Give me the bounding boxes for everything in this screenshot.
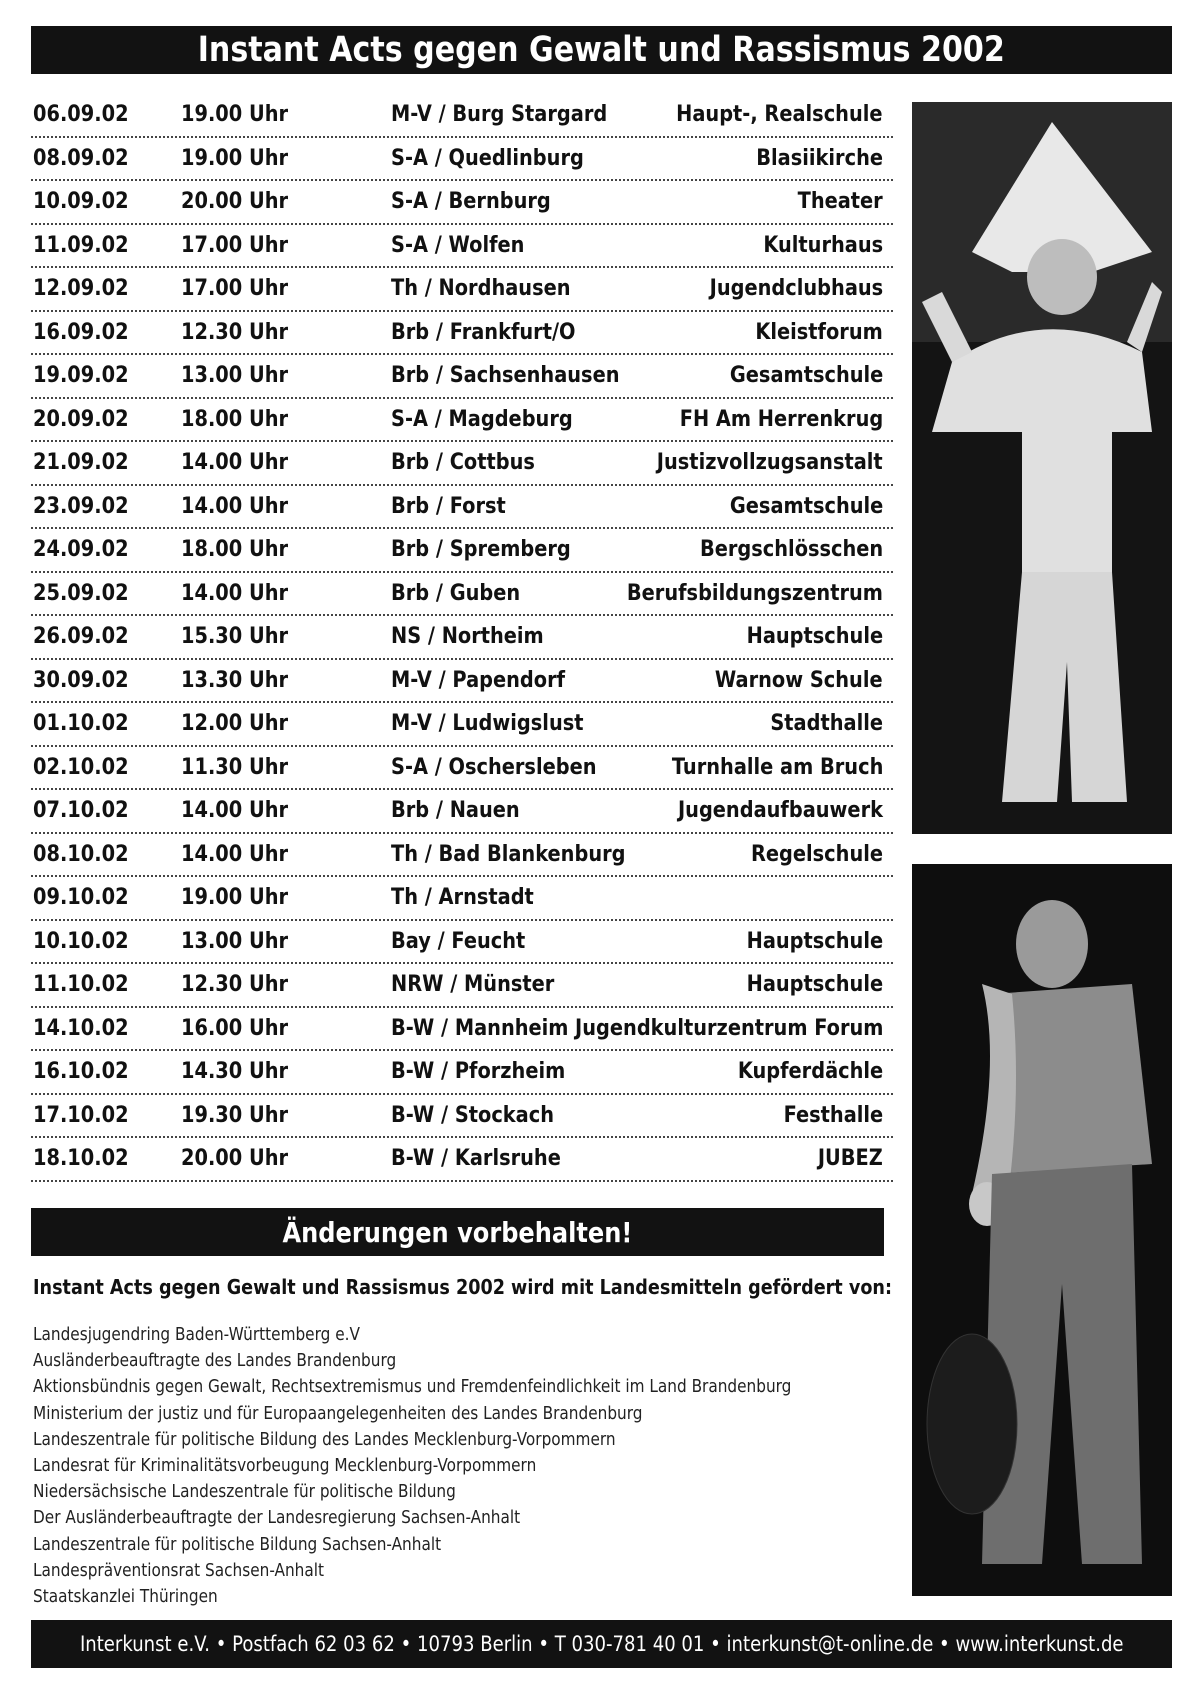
place-cell-text: S-A / Wolfen xyxy=(391,232,525,258)
funder-item xyxy=(33,1453,893,1479)
place-cell-text: S-A / Magdeburg xyxy=(391,406,573,432)
date-cell xyxy=(33,798,142,823)
place-cell xyxy=(391,1103,576,1128)
funder-name: Landeszentrale für politische Bildung des Landes Mecklenburg-Vorpommern xyxy=(33,1428,616,1450)
date-cell xyxy=(33,1059,142,1084)
date-cell-text: 01.10.02 xyxy=(33,711,129,737)
schedule-row xyxy=(31,747,893,791)
time-cell xyxy=(181,755,303,780)
time-cell-text: 12.30 Uhr xyxy=(181,319,289,345)
funder-name: Ausländerbeauftragte des Landes Brandenburg xyxy=(33,1350,397,1372)
date-cell xyxy=(33,407,142,432)
time-cell-text: 13.30 Uhr xyxy=(181,667,289,693)
schedule-row xyxy=(31,312,893,356)
time-cell-text: 14.30 Uhr xyxy=(181,1059,289,1085)
saxophonist-photo xyxy=(912,864,1172,1596)
funder-item xyxy=(33,1558,893,1584)
funder-name: Landespräventionsrat Sachsen-Anhalt xyxy=(33,1559,324,1581)
place-cell xyxy=(391,1146,584,1171)
time-cell-text: 20.00 Uhr xyxy=(181,189,289,215)
time-cell-text: 14.00 Uhr xyxy=(181,493,289,519)
funder-name: Niedersächsische Landeszentrale für politische Bildung xyxy=(33,1481,456,1503)
venue-cell-text: Jugendaufbauwerk xyxy=(677,798,883,824)
date-cell xyxy=(33,711,142,736)
place-cell-text: B-W / Pforzheim xyxy=(391,1059,566,1085)
date-cell xyxy=(33,972,142,997)
time-cell-text: 14.00 Uhr xyxy=(181,841,289,867)
time-cell xyxy=(181,1146,303,1171)
time-cell-text: 14.00 Uhr xyxy=(181,450,289,476)
time-cell-text: 12.30 Uhr xyxy=(181,972,289,998)
date-cell xyxy=(33,668,142,693)
funder-item xyxy=(33,1401,893,1427)
venue-cell xyxy=(643,755,883,780)
venue-cell-text: Hauptschule xyxy=(746,928,883,954)
schedule-row xyxy=(31,442,893,486)
place-cell xyxy=(391,972,577,997)
funder-item xyxy=(33,1505,893,1531)
date-cell-text: 21.09.02 xyxy=(33,450,129,476)
venue-cell xyxy=(626,450,883,475)
place-cell xyxy=(391,755,625,780)
funders-list xyxy=(33,1322,893,1610)
place-cell xyxy=(391,929,544,954)
venue-cell-text: Turnhalle am Bruch xyxy=(671,754,883,780)
place-cell xyxy=(391,581,538,606)
saxophonist-illustration xyxy=(912,864,1172,1596)
funder-item xyxy=(33,1322,893,1348)
time-cell xyxy=(181,885,303,910)
venue-cell-text: Hauptschule xyxy=(746,624,883,650)
place-cell-text: B-W / Mannheim xyxy=(391,1015,569,1041)
funder-name: Landesjugendring Baden-Württemberg e.V xyxy=(33,1324,360,1345)
time-cell-text: 11.30 Uhr xyxy=(181,754,289,780)
time-cell-text: 14.00 Uhr xyxy=(181,798,289,824)
time-cell xyxy=(181,1016,303,1041)
time-cell-text: 19.00 Uhr xyxy=(181,145,289,171)
notice-text: Änderungen vorbehalten! xyxy=(282,1215,633,1249)
date-cell-text: 20.09.02 xyxy=(33,406,129,432)
date-cell xyxy=(33,146,142,171)
date-cell-text: 07.10.02 xyxy=(33,798,129,824)
place-cell-text: Brb / Cottbus xyxy=(391,450,535,476)
schedule-row xyxy=(31,964,893,1008)
venue-cell xyxy=(809,1146,883,1171)
funder-item xyxy=(33,1348,893,1374)
venue-cell-text: Kupferdächle xyxy=(737,1059,883,1085)
date-cell-text: 11.10.02 xyxy=(33,972,129,998)
date-cell-text: 08.09.02 xyxy=(33,145,129,171)
place-cell xyxy=(391,320,601,345)
venue-cell xyxy=(592,581,883,606)
date-cell xyxy=(33,450,142,475)
date-cell xyxy=(33,102,142,127)
page-title-bar xyxy=(31,26,1172,74)
date-cell-text: 17.10.02 xyxy=(33,1102,129,1128)
venue-cell xyxy=(770,1103,883,1128)
place-cell xyxy=(391,798,537,823)
venue-cell-text: Berufsbildungszentrum xyxy=(626,580,883,606)
place-cell xyxy=(391,233,543,258)
venue-cell xyxy=(675,537,883,562)
time-cell xyxy=(181,842,303,867)
time-cell-text: 17.00 Uhr xyxy=(181,232,289,258)
venue-cell-text: Theater xyxy=(797,189,883,215)
venue-cell xyxy=(650,798,883,823)
schedule-row xyxy=(31,703,893,747)
performer-photo xyxy=(912,102,1172,834)
date-cell xyxy=(33,842,142,867)
schedule-row xyxy=(31,94,893,138)
place-cell-text: S-A / Quedlinburg xyxy=(391,145,584,171)
date-cell xyxy=(33,1146,142,1171)
time-cell xyxy=(181,363,303,388)
date-cell-text: 11.09.02 xyxy=(33,232,129,258)
date-cell-text: 16.09.02 xyxy=(33,319,129,345)
funder-name: Aktionsbündnis gegen Gewalt, Rechtsextremismus und Fremdenfeindlichkeit im Land Brandenburg xyxy=(33,1376,792,1398)
schedule-row xyxy=(31,529,893,573)
date-cell xyxy=(33,363,142,388)
date-cell xyxy=(33,1103,142,1128)
schedule-row xyxy=(31,1138,893,1182)
place-cell-text: Brb / Nauen xyxy=(391,798,520,824)
date-cell-text: 16.10.02 xyxy=(33,1059,129,1085)
place-cell-text: Brb / Forst xyxy=(391,493,506,519)
place-cell-text: Brb / Frankfurt/O xyxy=(391,319,576,345)
funding-heading xyxy=(33,1275,1009,1299)
venue-cell xyxy=(648,102,883,127)
funder-name: Landesrat für Kriminalitätsvorbeugung Mecklenburg-Vorpommern xyxy=(33,1455,537,1477)
funder-name: Landeszentrale für politische Bildung Sachsen-Anhalt xyxy=(33,1533,442,1555)
venue-cell-text: Festhalle xyxy=(783,1102,883,1128)
funder-name: Der Ausländerbeauftragte der Landesregierung Sachsen-Anhalt xyxy=(33,1507,521,1529)
performer-illustration xyxy=(912,102,1172,834)
date-cell-text: 24.09.02 xyxy=(33,537,129,563)
time-cell xyxy=(181,146,303,171)
schedule-row xyxy=(31,616,893,660)
venue-cell xyxy=(747,233,883,258)
schedule-row xyxy=(31,834,893,878)
funder-item xyxy=(33,1479,893,1505)
place-cell xyxy=(391,276,595,301)
place-cell-text: Brb / Guben xyxy=(391,580,521,606)
date-cell-text: 23.09.02 xyxy=(33,493,129,519)
place-cell-text: NRW / Münster xyxy=(391,972,555,998)
time-cell-text: 16.00 Uhr xyxy=(181,1015,289,1041)
funder-item xyxy=(33,1532,893,1558)
venue-cell xyxy=(738,320,883,345)
place-cell-text: B-W / Stockach xyxy=(391,1102,555,1128)
time-cell-text: 17.00 Uhr xyxy=(181,276,289,302)
place-cell-text: NS / Northeim xyxy=(391,624,544,650)
time-cell xyxy=(181,189,303,214)
place-cell-text: Th / Bad Blankenburg xyxy=(391,841,626,867)
time-cell-text: 14.00 Uhr xyxy=(181,580,289,606)
venue-cell xyxy=(733,842,883,867)
venue-cell xyxy=(755,711,883,736)
date-cell xyxy=(33,624,142,649)
schedule-row xyxy=(31,355,893,399)
venue-cell-text: Haupt-, Realschule xyxy=(676,102,883,128)
schedule-row xyxy=(31,225,893,269)
schedule-row xyxy=(31,1008,893,1052)
schedule-row xyxy=(31,877,893,921)
schedule-row xyxy=(31,181,893,225)
schedule-table xyxy=(31,94,893,1182)
schedule-row xyxy=(31,268,893,312)
place-cell-text: S-A / Oschersleben xyxy=(391,754,597,780)
schedule-row xyxy=(31,790,893,834)
date-cell-text: 12.09.02 xyxy=(33,276,129,302)
venue-cell-text: Regelschule xyxy=(751,841,883,867)
date-cell-text: 10.10.02 xyxy=(33,928,129,954)
date-cell-text: 25.09.02 xyxy=(33,580,129,606)
place-cell xyxy=(391,624,565,649)
place-cell xyxy=(391,146,610,171)
place-cell-text: M-V / Papendorf xyxy=(391,667,566,693)
venue-cell-text: FH Am Herrenkrug xyxy=(679,406,883,432)
notice-bar xyxy=(31,1208,884,1256)
place-cell xyxy=(391,842,658,867)
venue-cell-text: Warnow Schule xyxy=(715,667,883,693)
date-cell xyxy=(33,1016,142,1041)
date-cell xyxy=(33,885,142,910)
date-cell-text: 06.09.02 xyxy=(33,102,129,128)
place-cell xyxy=(391,885,553,910)
time-cell-text: 19.00 Uhr xyxy=(181,885,289,911)
schedule-row xyxy=(31,660,893,704)
venue-cell xyxy=(709,363,883,388)
schedule-row xyxy=(31,573,893,617)
funding-heading-text: Instant Acts gegen Gewalt und Rassismus 2002 wird mit Landesmitteln gefördert von: xyxy=(33,1275,892,1299)
time-cell xyxy=(181,581,303,606)
place-cell-text: Brb / Spremberg xyxy=(391,537,571,563)
time-cell xyxy=(181,1059,303,1084)
page-title: Instant Acts gegen Gewalt und Rassismus 2002 xyxy=(197,30,1006,70)
date-cell-text: 10.09.02 xyxy=(33,189,129,215)
venue-cell-text: Hauptschule xyxy=(746,972,883,998)
place-cell xyxy=(391,1059,589,1084)
date-cell-text: 09.10.02 xyxy=(33,885,129,911)
place-cell-text: M-V / Ludwigslust xyxy=(391,711,584,737)
date-cell-text: 18.10.02 xyxy=(33,1146,129,1172)
date-cell-text: 02.10.02 xyxy=(33,754,129,780)
schedule-row xyxy=(31,1095,893,1139)
venue-cell xyxy=(652,407,883,432)
schedule-row xyxy=(31,486,893,530)
date-cell-text: 14.10.02 xyxy=(33,1015,129,1041)
date-cell-text: 08.10.02 xyxy=(33,841,129,867)
venue-cell-text: Gesamtschule xyxy=(729,493,883,519)
date-cell-text: 30.09.02 xyxy=(33,667,129,693)
date-cell-text: 26.09.02 xyxy=(33,624,129,650)
date-cell xyxy=(33,581,142,606)
venue-cell xyxy=(728,972,883,997)
footer-bar xyxy=(31,1620,1172,1668)
time-cell xyxy=(181,233,303,258)
schedule-row xyxy=(31,399,893,443)
date-cell xyxy=(33,537,142,562)
place-cell xyxy=(391,407,598,432)
place-cell-text: Bay / Feucht xyxy=(391,928,526,954)
time-cell-text: 13.00 Uhr xyxy=(181,928,289,954)
place-cell xyxy=(391,711,610,736)
venue-cell xyxy=(739,146,883,171)
time-cell-text: 12.00 Uhr xyxy=(181,711,289,737)
venue-cell-text: Justizvollzugsanstalt xyxy=(657,450,883,476)
date-cell xyxy=(33,929,142,954)
venue-cell xyxy=(728,929,883,954)
place-cell xyxy=(391,189,573,214)
venue-cell xyxy=(686,276,883,301)
date-cell xyxy=(33,494,142,519)
place-cell xyxy=(391,668,589,693)
time-cell-text: 20.00 Uhr xyxy=(181,1146,289,1172)
venue-cell xyxy=(786,189,883,214)
funder-item xyxy=(33,1427,893,1453)
time-cell xyxy=(181,320,303,345)
time-cell-text: 19.30 Uhr xyxy=(181,1102,289,1128)
place-cell-text: S-A / Bernburg xyxy=(391,189,551,215)
time-cell xyxy=(181,668,303,693)
time-cell xyxy=(181,102,303,127)
time-cell-text: 13.00 Uhr xyxy=(181,363,289,389)
time-cell xyxy=(181,407,303,432)
time-cell xyxy=(181,494,303,519)
venue-cell xyxy=(692,668,883,693)
venue-cell-text: Bergschlösschen xyxy=(699,537,883,563)
time-cell xyxy=(181,624,303,649)
date-cell xyxy=(33,276,142,301)
venue-cell-text: Kleistforum xyxy=(755,319,883,345)
venue-cell-text: JUBEZ xyxy=(818,1146,883,1172)
date-cell xyxy=(33,755,142,780)
venue-cell xyxy=(533,1016,883,1041)
place-cell-text: M-V / Burg Stargard xyxy=(391,102,608,128)
place-cell-text: Th / Nordhausen xyxy=(391,276,571,302)
venue-cell xyxy=(709,494,883,519)
funder-name: Staatskanzlei Thüringen xyxy=(33,1586,218,1608)
place-cell xyxy=(391,450,555,475)
schedule-row xyxy=(31,1051,893,1095)
place-cell-text: B-W / Karlsruhe xyxy=(391,1146,561,1172)
place-cell xyxy=(391,537,595,562)
venue-cell-text: Kulturhaus xyxy=(763,232,883,258)
place-cell-text: Th / Arnstadt xyxy=(391,885,534,911)
venue-cell-text: Jugendclubhaus xyxy=(709,276,883,302)
schedule-row xyxy=(31,921,893,965)
place-cell-text: Brb / Sachsenhausen xyxy=(391,363,620,389)
time-cell xyxy=(181,276,303,301)
date-cell xyxy=(33,233,142,258)
time-cell xyxy=(181,537,303,562)
schedule-row xyxy=(31,138,893,182)
place-cell xyxy=(391,494,521,519)
time-cell xyxy=(181,929,303,954)
funder-item xyxy=(33,1584,893,1610)
footer-contact: Interkunst e.V. • Postfach 62 03 62 • 10793 Berlin • T 030-781 40 01 • interkunst@t-online.de • www.interkunst.de xyxy=(79,1632,1124,1656)
venue-cell-text: Stadthalle xyxy=(770,711,883,737)
time-cell-text: 18.00 Uhr xyxy=(181,406,289,432)
time-cell xyxy=(181,711,303,736)
time-cell xyxy=(181,450,303,475)
time-cell-text: 19.00 Uhr xyxy=(181,102,289,128)
funder-item xyxy=(33,1374,893,1400)
funder-name: Ministerium der justiz und für Europaangelegenheiten des Landes Brandenburg xyxy=(33,1402,643,1424)
place-cell xyxy=(391,363,651,388)
time-cell-text: 18.00 Uhr xyxy=(181,537,289,563)
time-cell xyxy=(181,972,303,997)
time-cell xyxy=(181,798,303,823)
place-cell xyxy=(391,102,637,127)
venue-cell-text: Jugendkulturzentrum Forum xyxy=(574,1015,883,1041)
date-cell xyxy=(33,189,142,214)
venue-cell-text: Blasiikirche xyxy=(756,145,883,171)
venue-cell xyxy=(718,1059,883,1084)
venue-cell-text: Gesamtschule xyxy=(729,363,883,389)
date-cell xyxy=(33,320,142,345)
venue-cell xyxy=(728,624,883,649)
date-cell-text: 19.09.02 xyxy=(33,363,129,389)
time-cell-text: 15.30 Uhr xyxy=(181,624,289,650)
time-cell xyxy=(181,1103,303,1128)
